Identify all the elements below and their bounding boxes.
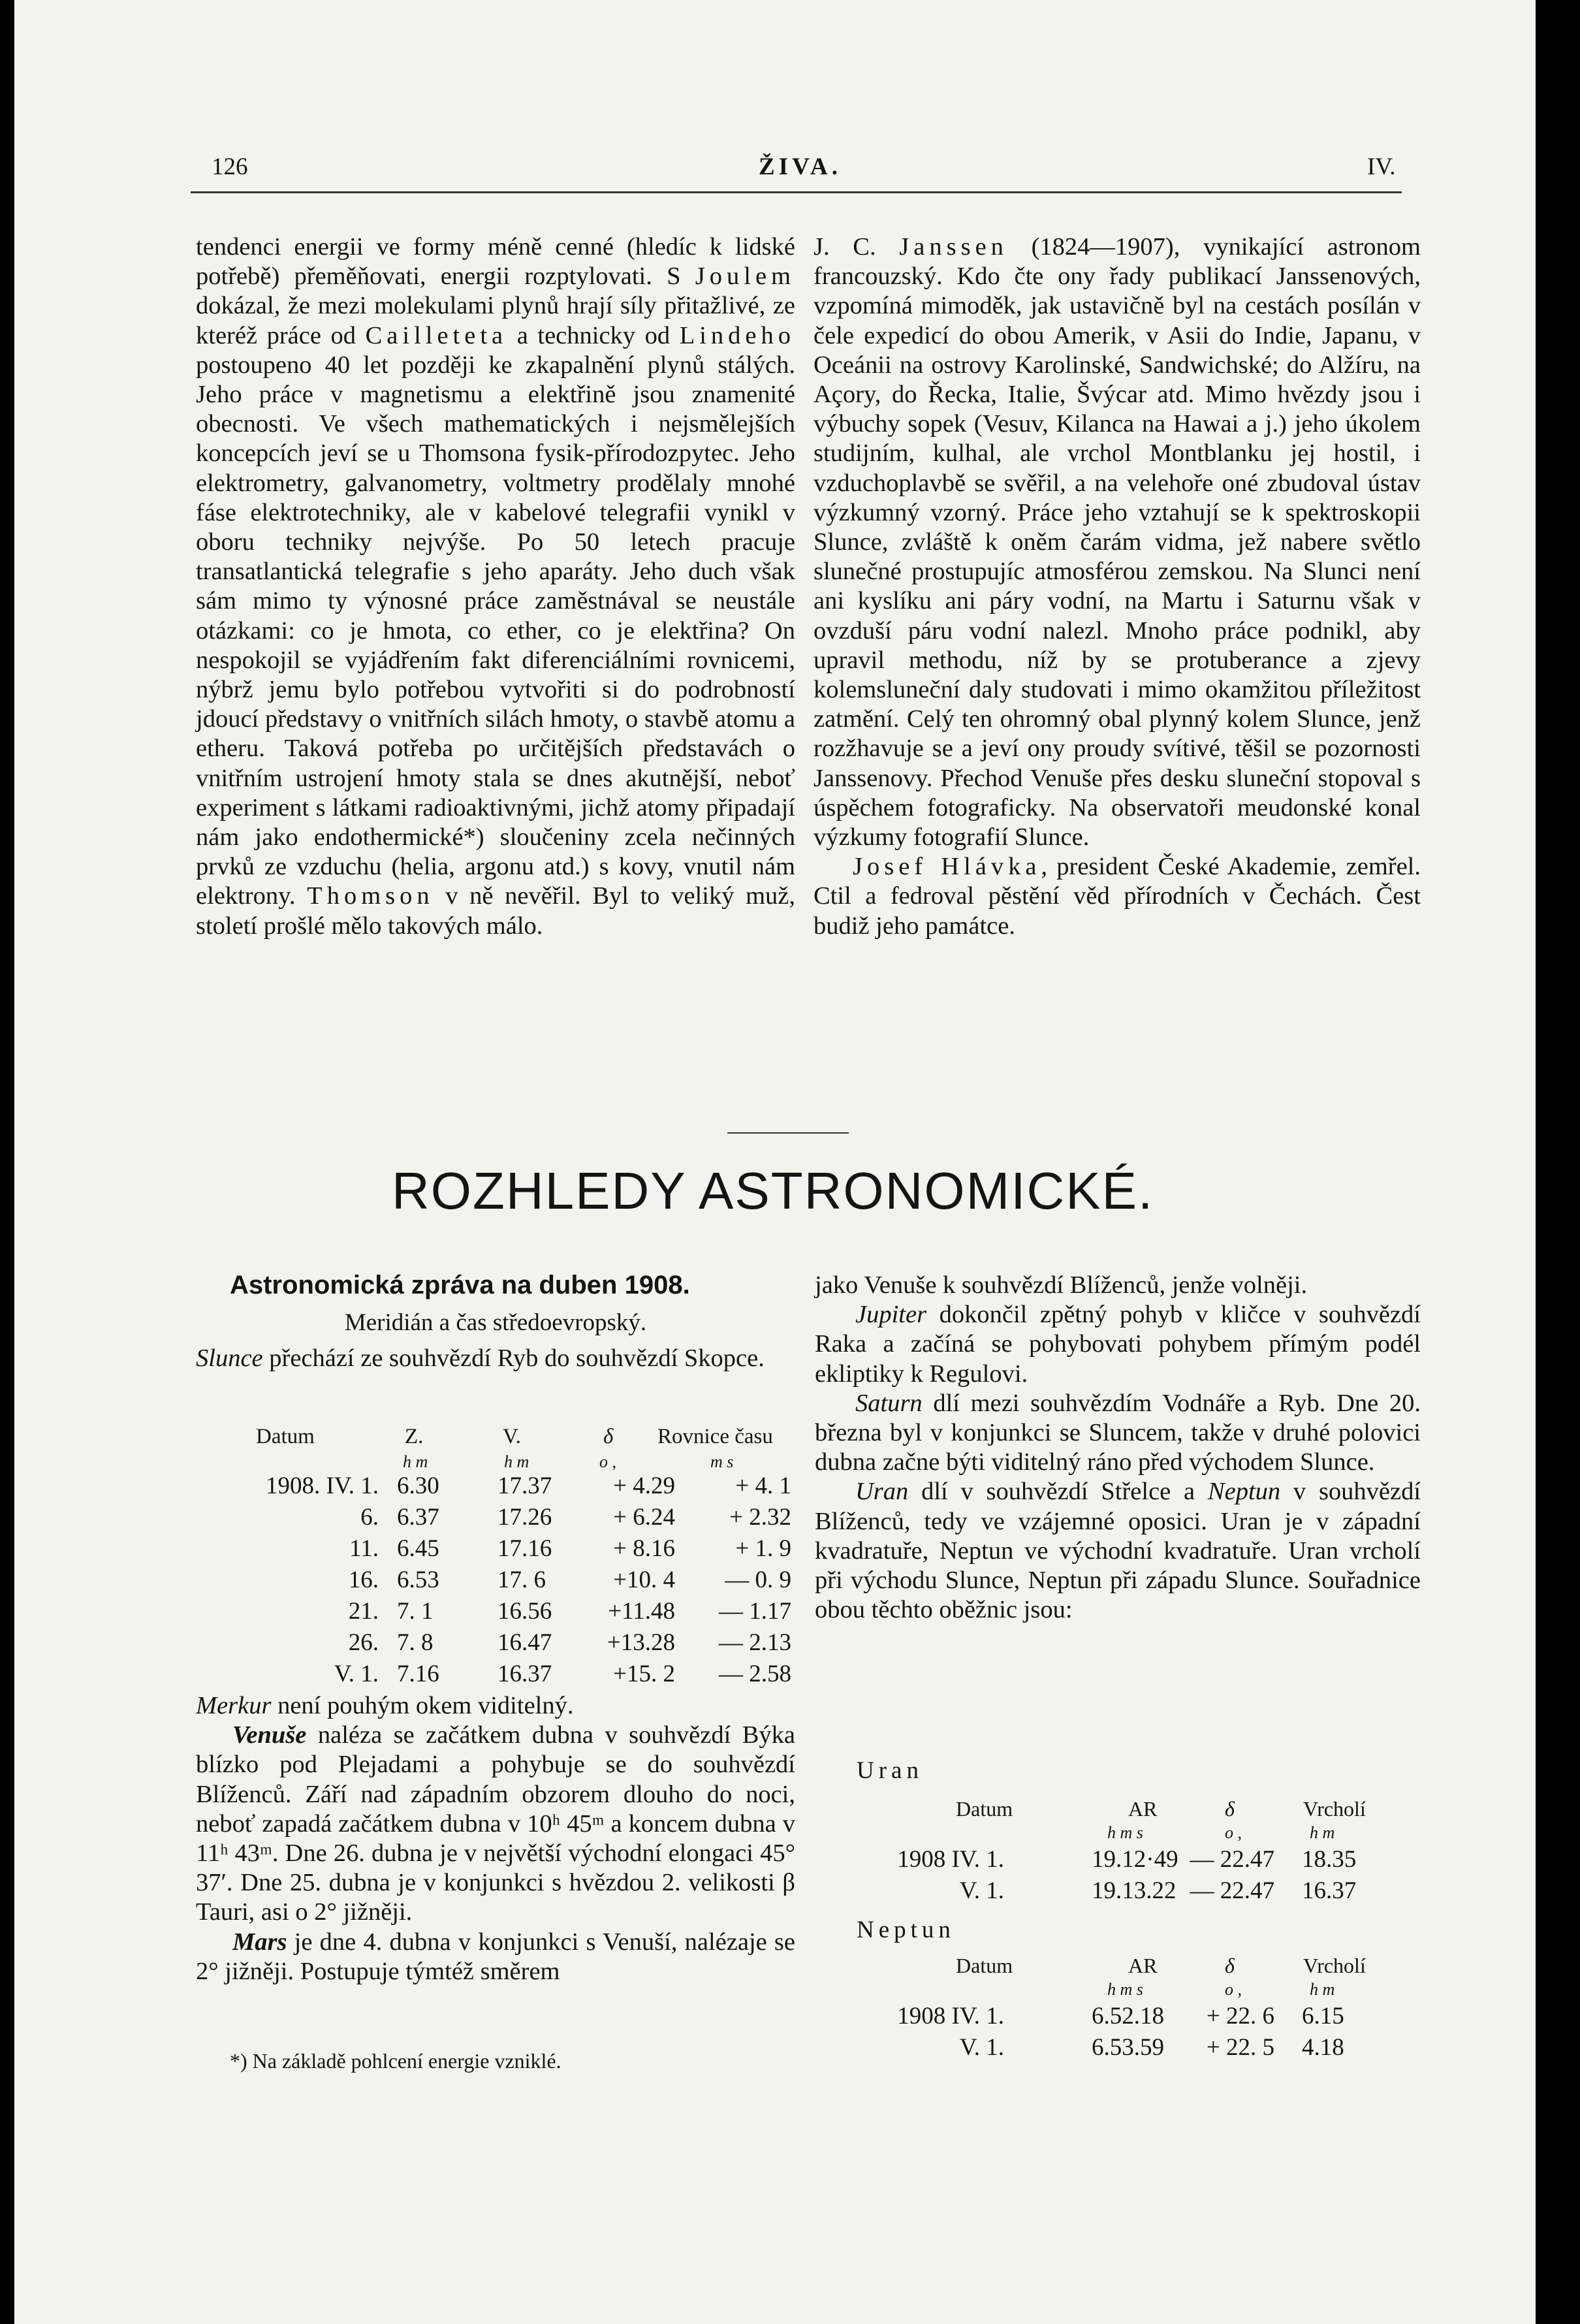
sun-intro: Slunce přechází ze souhvězdí Ryb do souhvězdí Skopce.: [196, 1345, 765, 1372]
sun-table-unit: o ,: [599, 1452, 616, 1471]
neptun-table-unit: h m: [1310, 1980, 1335, 1999]
left-column-paragraph: tendenci energii ve formy méně cenné (hledíc k lidské potřebě) přeměňovati, energii rozptylovati. S Joulem dokázal, že mezi molekulami plynů hrají síly přitažlivé, ze kteréž práce od Cailleteta a technicky od Lindeho postoupeno 40 let později ke zkapalnění plynů stálých. Jeho práce v magnetismu a elektřině jsou znamenité obecnosti. Ve všech mathematických i nejsmělejších koncepcích jeví se u Thomsona fysik-přírodozpytec. Jeho elektrometry, galvanometry, voltmetry prodělaly mnohé fáse elektrotechniky, ale v kabelové telegrafii vynikl v oboru techniky nejvýše. Po 50 letech pracuje transatlantická telegrafie s jeho aparáty. Jeho duch však sám mimo ty výnosné práce zaměstnával se neustále otázkami: co je hmota, co ether, co je elektřina? On nespokojil se vyjádřením fakt diferenciálními rovnicemi, nýbrž jemu bylo potřebou vytvořiti si do podrobností jdoucí představy o vnitřních silách hmoty, o stavbě atomu a etheru. Taková potřeba po určitějších představách o vnitřním ustrojení hmoty stala se dnes akutnější, neboť experiment s látkami radioaktivnými, jichž atomy připadají nám jako endothermické*) sloučeniny zcela nečinných prvků ze vzduchu (helia, argonu atd.) s kovy, vnutil nám elektrony. Thomson v ně nevěřil. Byl to veliký muž, století prošlé mělo takových málo.: [196, 233, 796, 940]
sun-name: Slunce: [196, 1345, 263, 1372]
uran-table-header: AR: [1128, 1797, 1158, 1821]
sun-table-header: V.: [503, 1425, 521, 1448]
page-number: 126: [212, 153, 248, 180]
sun-table-unit: h m: [504, 1452, 529, 1471]
planets-left: [196, 1691, 795, 1986]
mars-paragraph: Mars je dne 4. dubna v konjunkci s Venuší, nalézaje se 2° jižněji. Postupuje týmtéž směrem: [196, 1928, 796, 1985]
hlavka-paragraph: Josef Hlávka, president České Akademie, zemřel. Ctil a fedroval pěstění věd přírodních v Čechách. Čest budiž jeho památce.: [814, 853, 1421, 940]
saturn-paragraph: Saturn dlí mezi souhvězdím Vodnáře a Ryb. Dne 20. března byl v konjunkci se Sluncem, takže v druhé polovici dubna začne býti viditelný ráno před východem Slunce.: [815, 1389, 1421, 1476]
right-column: [814, 232, 1421, 941]
continuation-paragraph: jako Venuše k souhvězdí Blíženců, jenže volněji.: [815, 1271, 1308, 1299]
uran-table-header: Datum: [956, 1797, 1013, 1821]
left-column: [196, 232, 795, 941]
venuse-paragraph: Venuše naléza se začátkem dubna v souhvězdí Býka blízko pod Plejadami a pohybuje se do souhvězdí Blíženců. Září nad západním obzorem dlouho do noci, neboť zapadá začátkem dubna v 10ʰ 45ᵐ a koncem dubna v 11ʰ 43ᵐ. Dne 26. dubna je v největší východní elongaci 45° 37′. Dne 25. dubna je v konjunkci s hvězdou 2. velikosti β Tauri, asi o 2° jižněji.: [196, 1721, 795, 1926]
sun-table-header: Rovnice času: [657, 1425, 773, 1448]
neptun-table-unit: h m s: [1107, 1980, 1143, 1999]
neptun-table-unit: o ,: [1225, 1980, 1242, 1999]
neptun-table-header: δ: [1225, 1954, 1235, 1977]
section-heading: ROZHLEDY ASTRONOMICKÉ.: [392, 1162, 1154, 1220]
report-title: Astronomická zpráva na duben 1908.: [230, 1271, 690, 1299]
uran-table-unit: h m s: [1107, 1823, 1143, 1842]
journal-page: 126 ŽIVA. IV. tendenci energii ve formy méně cenné (hledíc k lidské potřebě) přeměňovati, energii rozptylovati. S Joulem dokázal, že mezi molekulami plynů hrají síly přitažlivé, ze kteréž práce od Cailleteta a technicky od Lindeho postoupeno 40 let později ke zkapalnění plynů stálých. Jeho práce v magnetismu a elektřině jsou znamenité obecnosti. Ve všech mathematických i nejsmělejších koncepcích jeví se u Thomsona fysik-přírodozpytec. Jeho elektrometry, galvanometry, voltmetry prodělaly mnohé fáse elektrotechniky, ale v kabelové telegrafii vynikl v oboru techniky nejvýše. Po 50 letech pracuje transatlantická telegrafie s jeho aparáty. Jeho duch však sám mimo ty výnosné práce zaměstnával se neustále otázkami: co je hmota, co ether, co je elektřina? On nespokojil se vyjádřením fakt diferenciálními rovnicemi, nýbrž jemu bylo potřebou vytvořiti si do podrobností jdoucí představy o vnitřních silách hmoty, o stavbě atomu a etheru. Taková potřeba po určitějších představách o vnitřním ustrojení hmoty stala se dnes akutnější, neboť experiment s látkami radioaktivnými, jichž atomy připadají nám jako endothermické*) sloučeniny zcela nečinných prvků ze vzduchu (helia, argonu atd.) s kovy, vnutil nám elektrony. Thomson v ně nevěřil. Byl to veliký muž, století prošlé mělo takových málo. J. C. Janssen (1824—1907), vynikající astronom francouzský. Kdo čte ony řady publikací Janssenových, vzpomíná mimoděk, jak ustavičně byl na cestách posílán v čele expedicí do obou Amerik, v Asii do Indie, Japanu, v Oceánii na ostrovy Karolinské, Sandwichské; do Alžíru, na Açory, do Řecka, Italie, Švýcar atd. Mimo hvězdy jsou i výbuchy sopek (Vesuv, Kilanca na Hawai a j.) jeho úkolem studijním, kulhal, ale vrchol Montblanku jej hostil, i vzduchoplavbě se svěřil, a na velehoře oné zbudoval ústav výzkumný vzorný. Práce jeho vztahují se k spektroskopii Slunce, zvláště k oněm čarám vidma, jež nabere světlo slunečné prostupujíc atmosférou zemskou. Na Slunci není ani kyslíku ani páry vodní, na Martu i Saturnu však v ovzduší páru vodní nalezl. Mnoho práce podnikl, aby upravil methodu, níž by se protuberance a zjevy kolemsluneční daly studovati i mimo okamžitou příležitost zatmění. Celý ten ohromný obal plynný kolem Slunce, jenž rozžhavuje se a jeví ony proudy svítivé, těšil se pozornosti Janssenovy. Přechod Venuše přes desku sluneční stopoval s úspěchem fotograficky. Na observatoři meudonské konal výzkumy fotografií Slunce. Josef Hlávka, president České Akademie, zemřel. Ctil a fedroval pěstění věd přírodních v Čechách. Čest budiž jeho památce. ROZHLEDY ASTRONOMICKÉ. Astronomická zpráva na duben 1908. Meridián a čas středoevropský. Slunce přechází ze souhvězdí Ryb do souhvězdí Skopce. Datum Z. V. δ Rovnice času h m h m o , m s 1908. IV. 1. 6.30 17.37 + 4.29 + 4. 1 6. 6.37 17.26 + 6.24 + 2.32 11. 6.45 17.16 + 8.16 + 1. 9 16. 6.53 17. 6 +10. 4 — 0. 9 21. 7. 1 16.56 +11.48 — 1.17 26. 7. 8 16.47 +13.28 — 2.13 V. 1. 7.16 16.37 +15. 2 — 2.58 Merkur není pouhým okem viditelný. Venuše naléza se začátkem dubna v souhvězdí Býka blízko pod Plejadami a pohybuje se do souhvězdí Blíženců. Září nad západním obzorem dlouho do noci, neboť zapadá začátkem dubna v 10ʰ 45ᵐ a koncem dubna v 11ʰ 43ᵐ. Dne 26. dubna je v největší východní elongaci 45° 37′. Dne 25. dubna je v konjunkci s hvězdou 2. velikosti β Tauri, asi o 2° jižněji. Mars je dne 4. dubna v konjunkci s Venuší, nalézaje se 2° jižněji. Postupuje týmtéž směrem *) Na základě pohlcení energie vzniklé. jako Venuše k souhvězdí Blíženců, jenže volněji. Jupiter dokončil zpětný pohyb v kličce v souhvězdí Raka a začíná se pohybovati pohybem přímým podél ekliptiky k Regulovi. Saturn dlí mezi souhvězdím Vodnáře a Ryb. Dne 20. března byl v konjunkci se Sluncem, takže v druhé polovici dubna začne býti viditelný ráno před východem Slunce. Uran dlí v souhvězdí Střelce a Neptun v souhvězdí Blíženců, tedy ve vzájemné oposici. Uran je v západní kvadratuře, Neptun ve východní kvadratuře. Uran vrcholí při východu Slunce, Neptun při západu Slunce. Souřadnice obou těchto oběžnic jsou: Uran Datum AR δ Vrcholí h m s o , h m 1908 IV. 1. 19.12·49 — 22.47 18.35 V. 1. 19.13.22 — 22.47 16.37 Neptun Datum AR δ Vrcholí h m s o , h m 1908 IV. 1. 6.52.18 + 22. 6 6.15 V. 1. 6.53.59 + 22. 5 4.18: [14, 0, 1536, 2324]
neptun-table-label: Neptun: [857, 1917, 955, 1943]
journal-title: ŽIVA.: [759, 153, 842, 180]
neptun-table-header: AR: [1128, 1954, 1158, 1977]
sun-table-unit: m s: [710, 1452, 734, 1471]
uran-table-header: Vrcholí: [1303, 1797, 1366, 1821]
planets-right: [815, 1271, 1421, 1625]
janssen-paragraph: J. C. Janssen (1824—1907), vynikající astronom francouzský. Kdo čte ony řady publikací Janssenových, vzpomíná mimoděk, jak ustavičně byl na cestách posílán v čele expedicí do obou Amerik, v Asii do Indie, Japanu, v Oceánii na ostrovy Karolinské, Sandwichské; do Alžíru, na Açory, do Řecka, Italie, Švýcar atd. Mimo hvězdy jsou i výbuchy sopek (Vesuv, Kilanca na Hawai a j.) jeho úkolem studijním, kulhal, ale vrchol Montblanku jej hostil, i vzduchoplavbě se svěřil, a na velehoře oné zbudoval ústav výzkumný vzorný. Práce jeho vztahují se k spektroskopii Slunce, zvláště k oněm čarám vidma, jež nabere světlo slunečné prostupujíc atmosférou zemskou. Na Slunci není ani kyslíku ani páry vodní, na Martu i Saturnu však v ovzduší páru vodní nalezl. Mnoho práce podnikl, aby upravil methodu, níž by se protuberance a zjevy kolemsluneční daly studovati i mimo okamžitou příležitost zatmění. Celý ten ohromný obal plynný kolem Slunce, jenž rozžhavuje se a jeví ony proudy svítivé, těšil se pozornosti Janssenovy. Přechod Venuše přes desku sluneční stopoval s úspěchem fotograficky. Na observatoři meudonské konal výzkumy fotografií Slunce.: [814, 233, 1421, 852]
sun-table-header: Z.: [405, 1425, 424, 1448]
volume-number: IV.: [1367, 153, 1396, 180]
header-rule: [191, 191, 1402, 193]
jupiter-paragraph: Jupiter dokončil zpětný pohyb v kličce v souhvězdí Raka a začíná se pohybovati pohybem přímým podél ekliptiky k Regulovi.: [815, 1301, 1421, 1388]
uran-table-header: δ: [1225, 1797, 1235, 1821]
uran-paragraph: Uran dlí v souhvězdí Střelce a Neptun v souhvězdí Blíženců, tedy ve vzájemné oposici. Uran je v západní kvadratuře, Neptun ve východní kvadratuře. Uran vrcholí při východu Slunce, Neptun při západu Slunce. Souřadnice obou těchto oběžnic jsou:: [815, 1478, 1421, 1624]
uran-table-unit: h m: [1310, 1823, 1335, 1842]
merkur-paragraph: Merkur není pouhým okem viditelný.: [196, 1692, 574, 1719]
sun-table-header: δ: [603, 1425, 614, 1448]
neptun-table-header: Datum: [956, 1954, 1013, 1977]
sun-table-unit: h m: [403, 1452, 428, 1471]
neptun-table-header: Vrcholí: [1303, 1954, 1366, 1977]
uran-table-label: Uran: [857, 1757, 923, 1784]
footnote: *) Na základě pohlcení energie vzniklé.: [230, 2049, 561, 2073]
meridian-note: Meridián a čas středoevropský.: [344, 1309, 647, 1336]
uran-table-unit: o ,: [1225, 1823, 1242, 1842]
section-divider: [727, 1132, 849, 1134]
sun-table-header: Datum: [256, 1425, 315, 1448]
